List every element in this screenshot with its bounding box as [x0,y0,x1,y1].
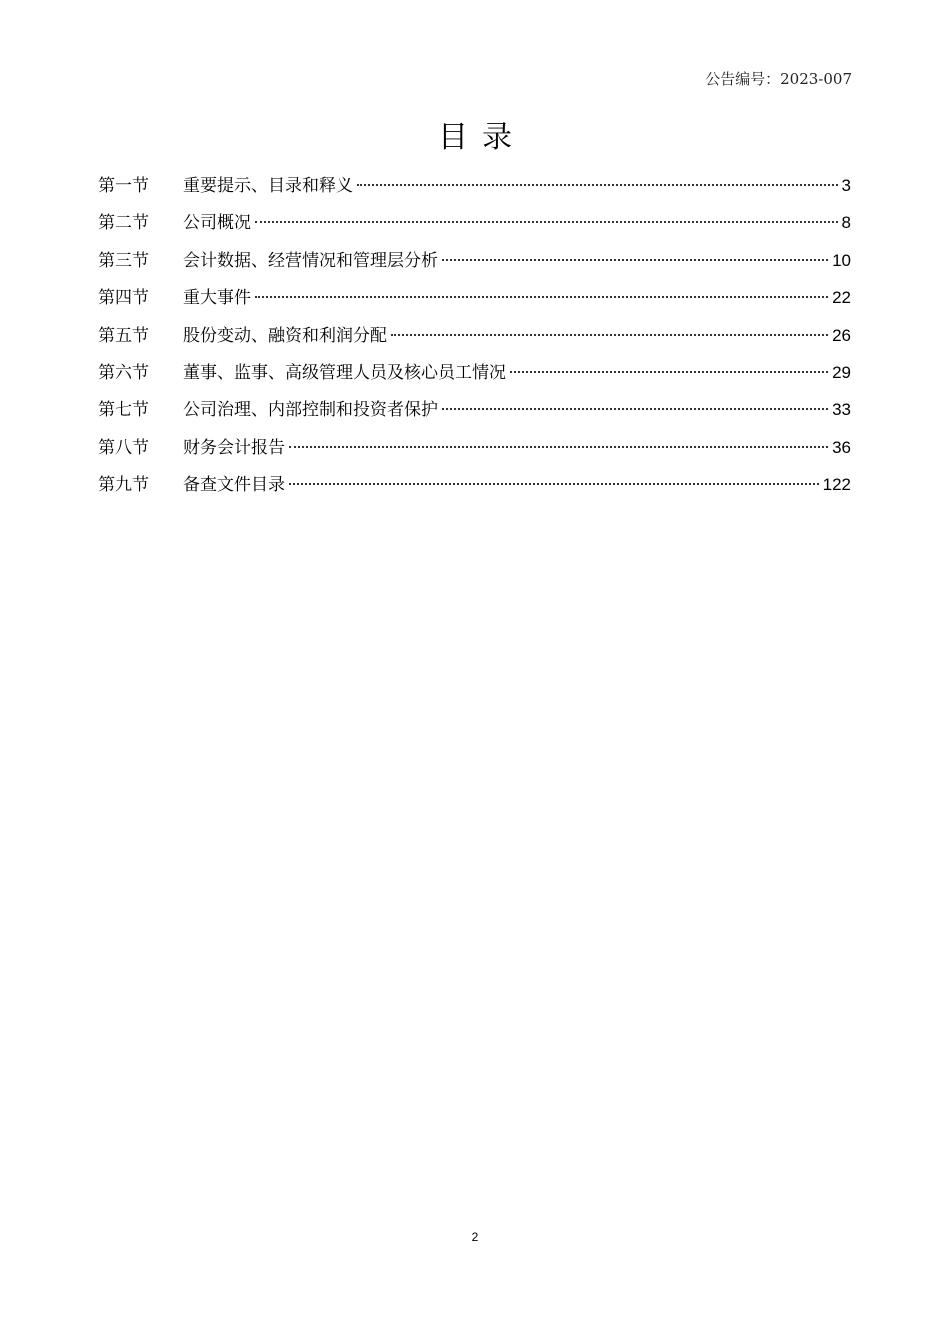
toc-heading: 重大事件 [183,288,251,309]
toc-entry-7[interactable] [98,391,851,428]
toc-section-label: 第一节 [98,176,149,196]
toc-dot-leader [442,259,828,261]
toc-dot-leader [510,371,828,373]
toc-page-number: 122 [822,475,851,495]
toc-dot-leader [442,408,828,410]
toc-section-label: 第四节 [98,288,149,309]
toc-dot-leader [255,221,838,223]
toc-entry-2[interactable] [98,204,851,241]
toc-heading: 公司概况 [183,213,251,234]
toc-dot-leader [357,184,838,186]
toc-entry-4[interactable] [98,279,851,316]
toc-page-number: 10 [832,250,851,270]
toc-page-number: 22 [832,288,851,308]
toc-heading: 财务会计报告 [183,437,285,458]
toc-entry-6[interactable] [98,354,851,391]
toc-section-label: 第五节 [98,325,149,346]
toc-page-number: 3 [841,176,851,195]
toc-entry-5[interactable] [98,317,851,354]
page-footer-number: 2 [471,1230,479,1244]
toc-section-label: 第二节 [98,213,149,234]
toc-page-number: 33 [832,400,851,420]
toc-dot-leader [289,483,819,485]
toc-dot-leader [391,334,828,336]
toc-section-label: 第三节 [98,250,149,271]
toc-entry-8[interactable] [98,429,851,466]
toc-section-label: 第六节 [98,362,149,383]
toc-heading: 备查文件目录 [183,475,285,496]
toc-entry-3[interactable] [98,242,851,279]
toc-entry-1[interactable] [98,167,851,204]
toc-heading: 会计数据、经营情况和管理层分析 [183,250,438,271]
toc-heading: 股份变动、融资和利润分配 [183,325,387,346]
toc-page-number: 26 [832,325,851,345]
toc-section-label: 第八节 [98,437,149,458]
toc-heading: 重要提示、目录和释义 [183,176,353,196]
toc-dot-leader [255,296,828,298]
toc-heading: 公司治理、内部控制和投资者保护 [183,400,438,421]
announcement-number: 公告编号：2023-007 [705,70,852,88]
toc-entry-9[interactable] [98,466,851,503]
toc-section-label: 第七节 [98,400,149,421]
toc-page-number: 36 [832,437,851,457]
toc-heading: 董事、监事、高级管理人员及核心员工情况 [183,362,506,383]
toc-dot-leader [289,446,828,448]
toc-title: 目录 [438,120,526,155]
table-of-contents [98,167,851,504]
toc-section-label: 第九节 [98,475,149,496]
toc-page-number: 8 [841,213,851,233]
toc-page-number: 29 [832,362,851,382]
